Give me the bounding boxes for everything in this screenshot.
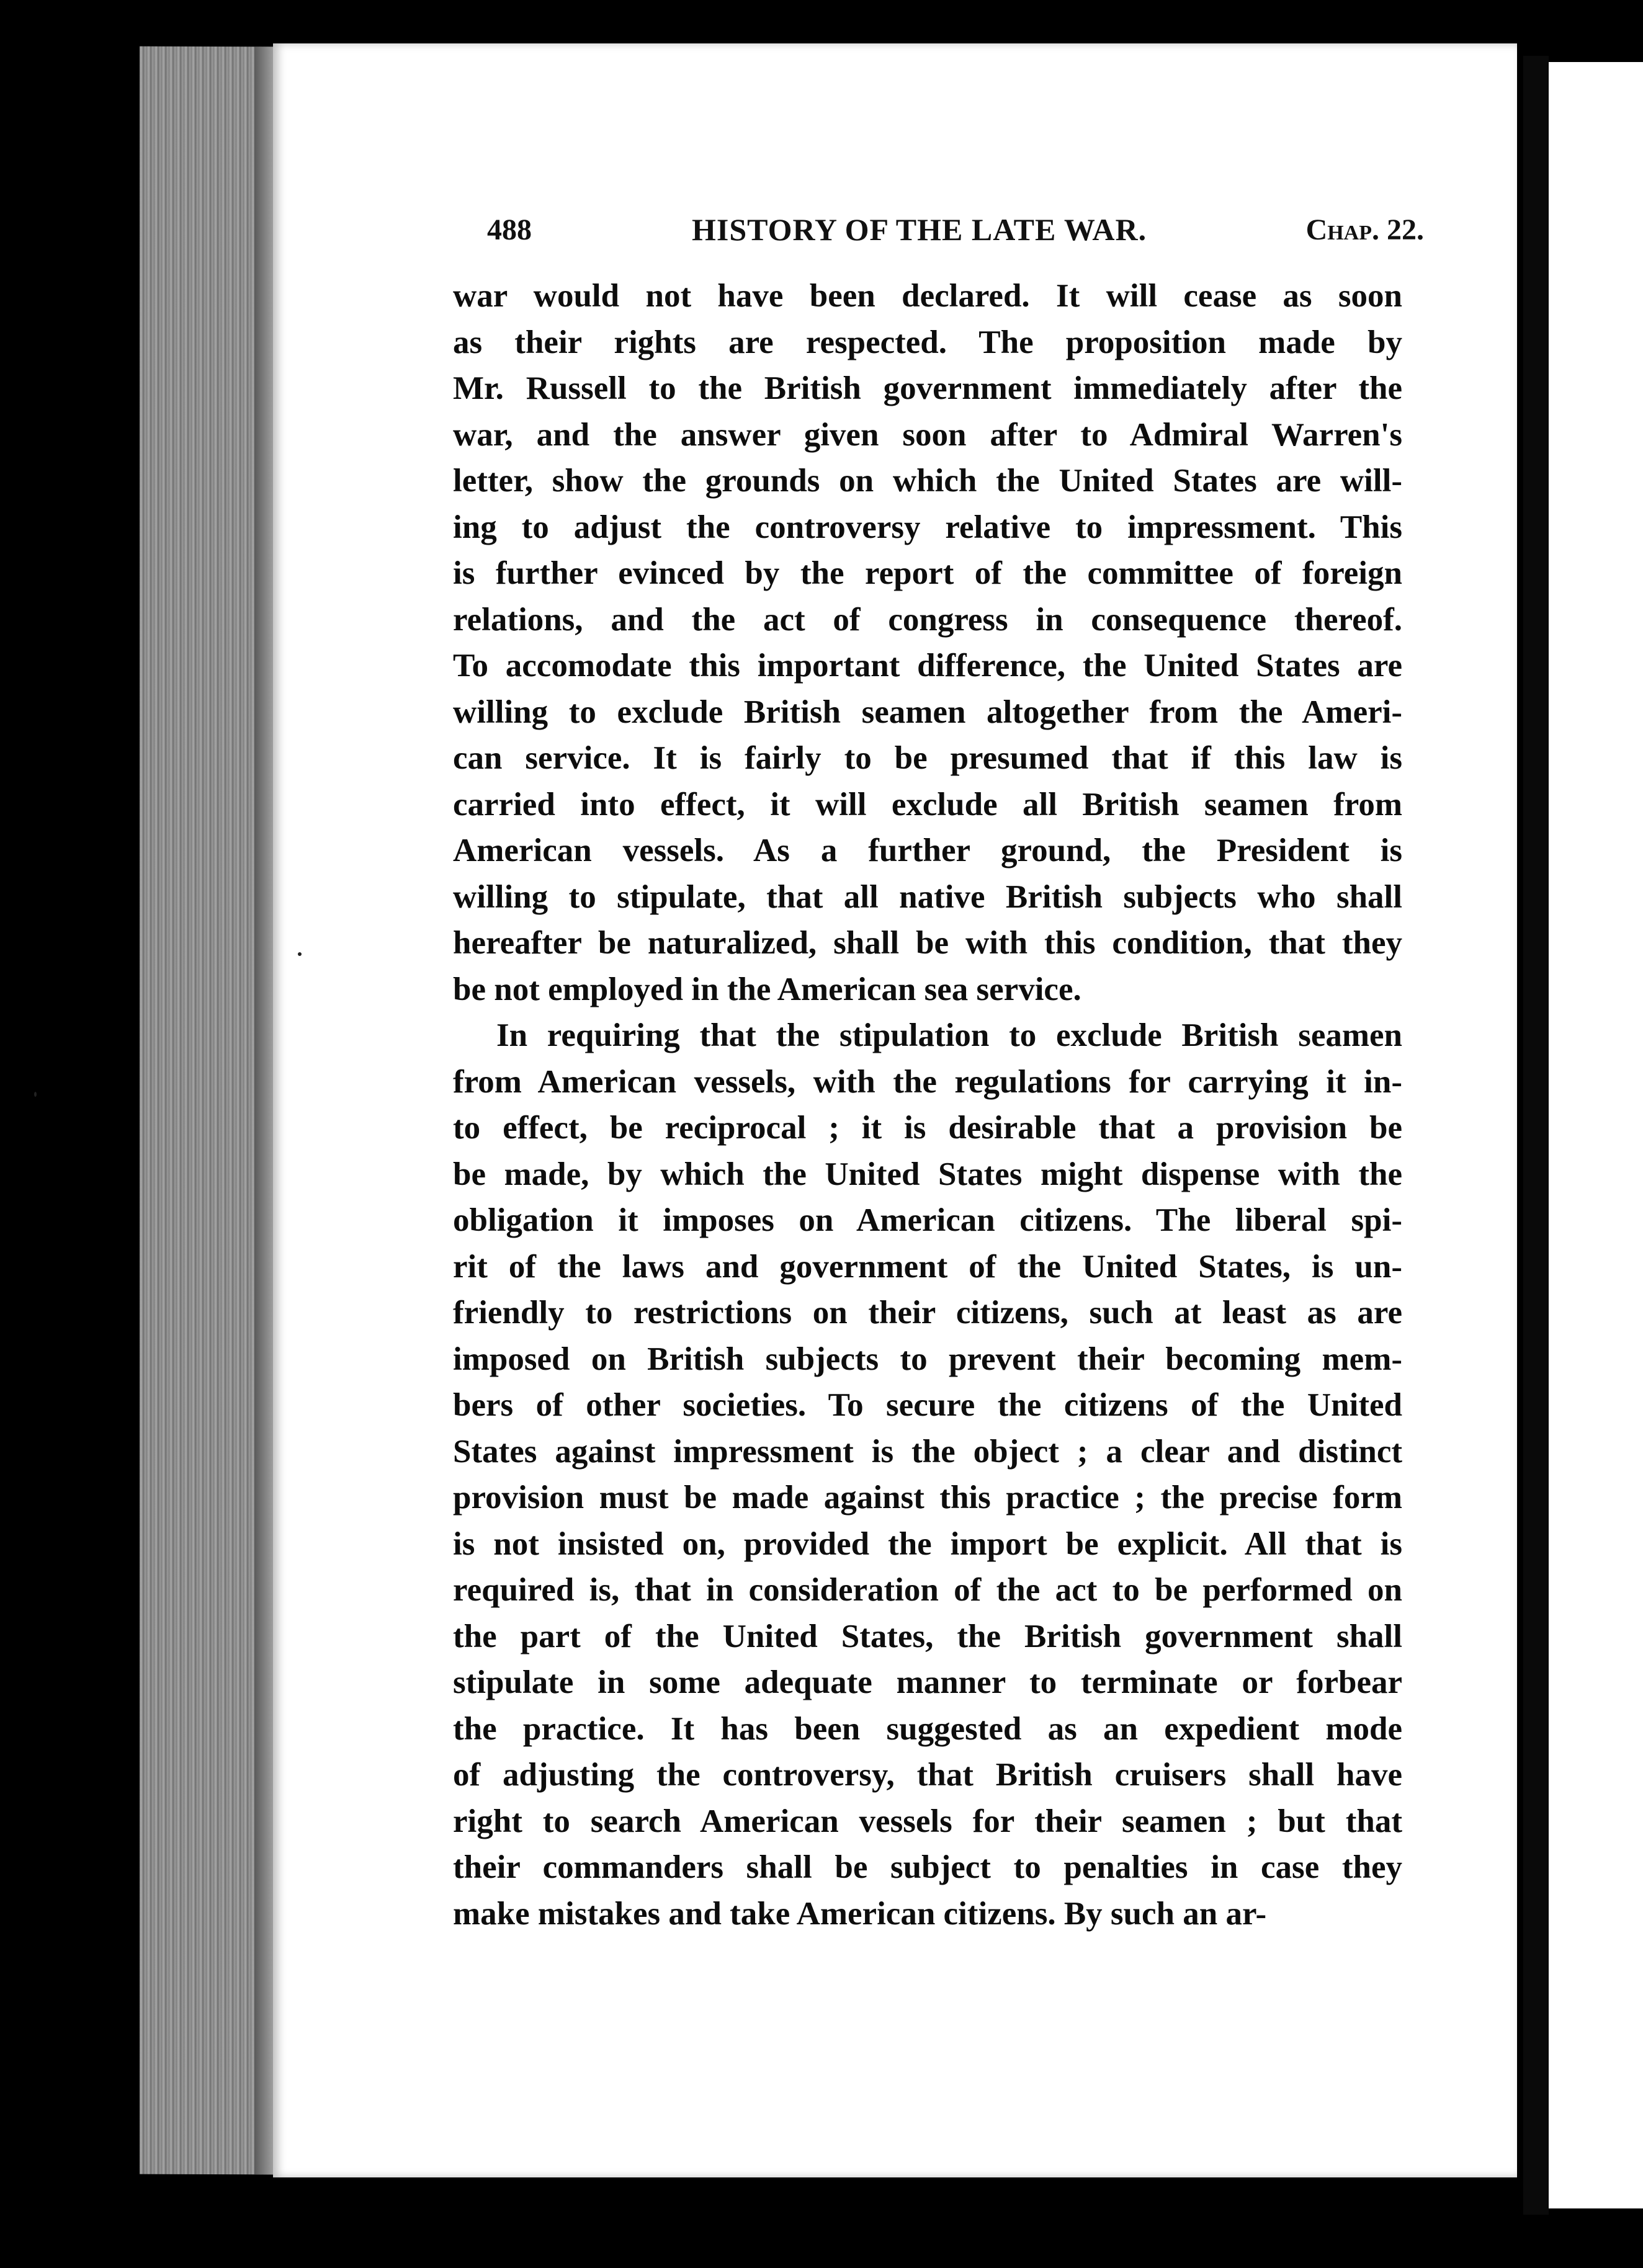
page-number: 488: [487, 213, 532, 246]
text-line: the practice. It has been suggested as an expedient mode: [453, 1710, 1402, 1747]
text-line: American vessels. As a further ground, the President is: [453, 833, 1402, 868]
paragraph-2: [453, 1012, 1402, 1937]
text-line: In requiring that the stipulation to exclude British seamen: [496, 1017, 1402, 1053]
text-line: willing to exclude British seamen altogether from the Ameri-: [453, 694, 1402, 730]
paragraph-1: [453, 273, 1402, 1012]
text-line: willing to stipulate, that all native British subjects who shall: [453, 878, 1402, 915]
text-line: as their rights are respected. The proposition made by: [453, 324, 1402, 360]
text-line: to effect, be reciprocal ; it is desirable that a provision be: [453, 1110, 1402, 1146]
text-line: is not insisted on, provided the import be explicit. All that is: [453, 1525, 1402, 1562]
text-line: relations, and the act of congress in consequence thereof.: [453, 601, 1402, 638]
text-line: of adjusting the controversy, that British cruisers shall have: [453, 1757, 1402, 1793]
text-line: hereafter be naturalized, shall be with this condition, that they: [453, 925, 1402, 961]
scan-speck: [34, 1092, 37, 1097]
text-line: obligation it imposes on American citizens. The liberal spi-: [453, 1202, 1402, 1238]
scan-speck: [298, 952, 302, 956]
body-text: [453, 273, 1402, 1937]
text-line: right to search American vessels for their seamen ; but that: [453, 1803, 1402, 1839]
text-line: States against impressment is the object ; a clear and distinct: [453, 1433, 1402, 1470]
text-line: stipulate in some adequate manner to terminate or forbear: [453, 1664, 1402, 1700]
running-head: [487, 208, 1424, 257]
page-edge-stack: [140, 47, 279, 2175]
text-line: be not employed in the American sea service.: [453, 971, 1081, 1007]
text-line: imposed on British subjects to prevent their becoming mem-: [453, 1341, 1402, 1377]
text-line: the part of the United States, the British government shall: [453, 1618, 1402, 1654]
text-line: ing to adjust the controversy relative to impressment. This: [453, 509, 1402, 545]
text-line: Mr. Russell to the British government immediately after the: [453, 370, 1402, 406]
text-line: can service. It is fairly to be presumed that if this law is: [453, 740, 1402, 776]
text-line: required is, that in consideration of the act to be performed on: [453, 1572, 1402, 1608]
text-line: war would not have been declared. It will cease as soon: [453, 278, 1402, 314]
text-line: their commanders shall be subject to penalties in case they: [453, 1849, 1402, 1885]
text-line: rit of the laws and government of the United States, is un-: [453, 1248, 1402, 1285]
text-line: friendly to restrictions on their citizens, such at least as are: [453, 1295, 1402, 1331]
facing-page-edge: [1549, 62, 1643, 2208]
gutter-shadow: [1523, 56, 1549, 2215]
text-line: from American vessels, with the regulations for carrying it in-: [453, 1063, 1402, 1100]
text-line: carried into effect, it will exclude all British seamen from: [453, 786, 1402, 823]
text-line: be made, by which the United States might dispense with the: [453, 1156, 1402, 1192]
text-line: letter, show the grounds on which the United States are will-: [453, 463, 1402, 499]
text-line: bers of other societies. To secure the citizens of the United: [453, 1387, 1402, 1423]
text-line: To accomodate this important difference, the United States are: [453, 648, 1402, 684]
text-line: war, and the answer given soon after to Admiral Warren's: [453, 416, 1402, 453]
text-line: make mistakes and take American citizens. By such an ar-: [453, 1895, 1267, 1932]
chapter-label: Chap. 22.: [1305, 213, 1424, 246]
running-title: HISTORY OF THE LATE WAR.: [692, 212, 1147, 247]
text-line: provision must be made against this practice ; the precise form: [453, 1480, 1402, 1516]
text-line: is further evinced by the report of the committee of foreign: [453, 555, 1402, 591]
